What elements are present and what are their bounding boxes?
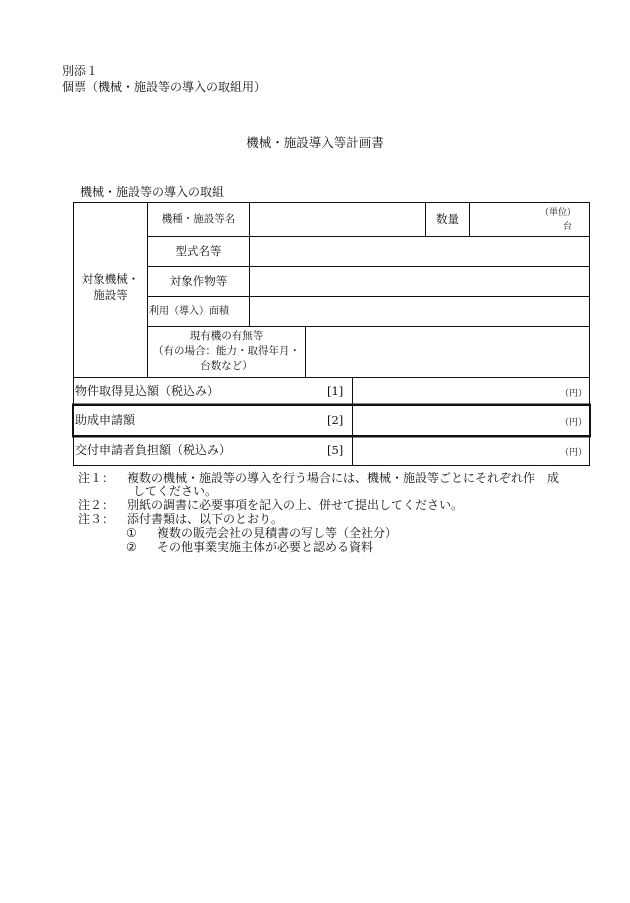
attachment-item-text: 複数の販売会社の見積書の写し等（全社分） bbox=[157, 526, 398, 540]
note3-text: 添付書類は、以下のとおり。 bbox=[127, 512, 284, 526]
machine-name-label: 機種・施設等名 bbox=[161, 213, 236, 225]
target-crop-label: 対象作物等 bbox=[169, 274, 228, 288]
usage-area-label: 利用（導入）面積 bbox=[149, 306, 229, 317]
attachment-label: 別添１ bbox=[62, 64, 99, 78]
quantity-label: 数量 bbox=[436, 212, 459, 226]
target-label-line2: 施設等 bbox=[93, 288, 128, 302]
machine-name-field[interactable] bbox=[250, 203, 425, 236]
note2-label: 注２： bbox=[78, 498, 115, 512]
target-label-line1: 対象機械・ bbox=[81, 272, 140, 286]
acquisition-amount-field[interactable] bbox=[353, 378, 589, 405]
note1-label: 注１： bbox=[78, 471, 115, 485]
acquisition-amount-code: [1] bbox=[327, 384, 344, 398]
burden-amount-code: [5] bbox=[327, 443, 344, 457]
unit-value: 台 bbox=[563, 222, 573, 232]
burden-amount-unit: （円） bbox=[560, 448, 588, 458]
attachment-item-number: ① bbox=[126, 526, 137, 540]
target-crop-field[interactable] bbox=[250, 267, 589, 296]
burden-amount-field[interactable] bbox=[353, 436, 589, 465]
subsidy-amount-label: 助成申請額 bbox=[75, 413, 136, 427]
section-title: 機械・施設等の導入の取組 bbox=[80, 185, 225, 199]
existing-label-line3: 台数など） bbox=[200, 360, 253, 372]
existing-label-line2: （有の場合：能力・取得年月・ bbox=[153, 345, 300, 357]
burden-amount-label: 交付申請者負担額（税込み） bbox=[75, 443, 232, 457]
subsidy-amount-field[interactable] bbox=[353, 406, 589, 435]
acquisition-amount-label: 物件取得見込額（税込み） bbox=[75, 384, 220, 398]
usage-area-field[interactable] bbox=[250, 297, 589, 326]
document-subtitle: 個票（機械・施設等の導入の取組用） bbox=[62, 80, 267, 94]
note3-label: 注３： bbox=[78, 512, 115, 526]
subsidy-amount-unit: （円） bbox=[560, 418, 588, 428]
subsidy-amount-code: [2] bbox=[327, 413, 344, 427]
acquisition-amount-unit: （円） bbox=[560, 389, 588, 399]
model-field[interactable] bbox=[250, 237, 589, 266]
attachment-item-text: その他事業実施主体が必要と認める資料 bbox=[157, 540, 374, 554]
unit-label: （単位） bbox=[540, 208, 577, 218]
attachment-item-number: ② bbox=[126, 540, 137, 554]
note2-text: 別紙の調書に必要事項を記入の上、併せて提出してください。 bbox=[127, 498, 464, 512]
existing-machine-field[interactable] bbox=[306, 327, 589, 377]
note1-text: 複数の機械・施設等の導入を行う場合には、機械・施設等ごとにそれぞれ作 成 bbox=[127, 471, 560, 485]
note1-continuation: してください。 bbox=[133, 484, 218, 498]
existing-label-line1: 現有機の有無等 bbox=[189, 330, 264, 342]
model-label: 型式名等 bbox=[175, 244, 222, 258]
document-title: 機械・施設導入等計画書 bbox=[246, 135, 384, 150]
